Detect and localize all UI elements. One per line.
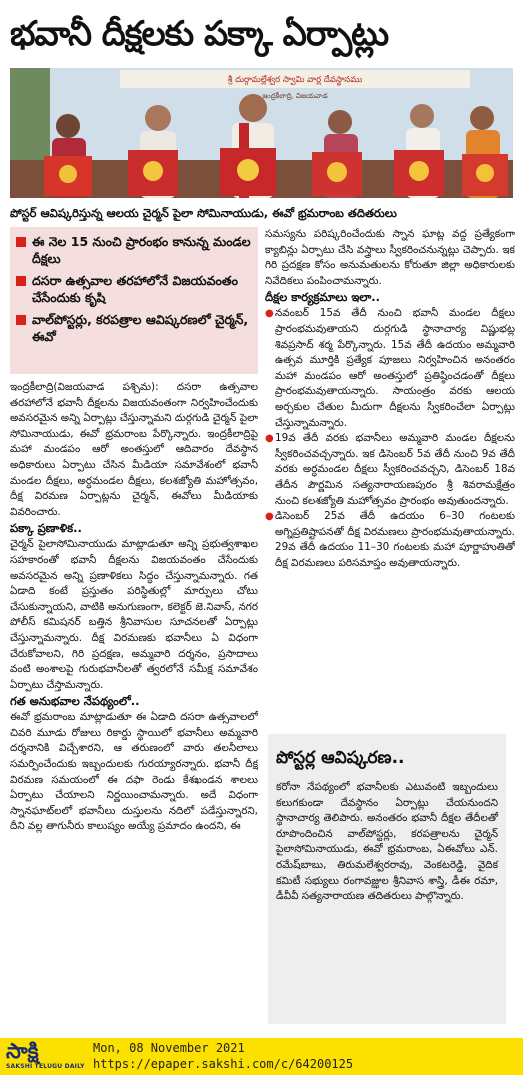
logo-text: సాక్షి xyxy=(6,1039,39,1063)
poster-2 xyxy=(128,150,178,196)
logo-subtext: SAKSHI TELUGU DAILY xyxy=(6,1063,85,1070)
subheading-plan: పక్కా ప్రణాళిక.. xyxy=(10,521,82,536)
edition-date: Mon, 08 November 2021 xyxy=(93,1041,245,1055)
bullet-dot-icon: ● xyxy=(265,433,274,445)
square-bullet-icon xyxy=(16,276,26,286)
banner-text: శ్రీ దుర్గామల్లేశ్వర స్వామి వార్ల దేవస్థానము xyxy=(227,75,363,85)
news-photo xyxy=(10,68,513,198)
footer-bar xyxy=(0,1038,523,1075)
schedule-item xyxy=(265,431,515,509)
right-column xyxy=(265,227,515,727)
box-body: కరోనా నేపథ్యంలో భవానీలకు ఎటువంటి ఇబ్బందులు కలుగకుండా దేవస్థానం ఏర్పాట్లు చేయనుందని స్థానాచార్య తెలిపారు. అనంతరం భవానీ దీక్షల తేదీలతో రూపొందించిన వాల్‌పోస్టర్లు, కరపత్రాలను చైర్మన్ పైలాసోమినాయుడు, ఈవో భ్రమరాంబ, ఏఈవోలు ఎన్. రమేష్‌బాబు, తిరుమలేశ్వరరావు, వెంకటరెడ్డి, వైదిక కమిటీ సభ్యులు రంగావజ్ఝుల శ్రీనివాస శాస్త్రి, డీఈ రమా, డీవీవీ సత్యనారాయణ తదితరులు పాల్గొన్నారు. xyxy=(276,781,498,903)
banner-subtext: ఇంద్రకీలాద్రి, విజయవాడ xyxy=(262,92,328,100)
highlights-box xyxy=(10,227,258,374)
bullet-dot-icon: ● xyxy=(265,308,274,320)
epaper-link[interactable]: https://epaper.sakshi.com/c/64200125 xyxy=(93,1057,354,1071)
square-bullet-icon xyxy=(16,237,26,247)
highlight-text: వాల్‌పోస్టర్లు, కరపత్రాల ఆవిష్కరణలో చైర్మన్, ఈవో xyxy=(32,312,249,344)
subheading-schedule: దీక్షల కార్యక్రమాలు ఇలా.. xyxy=(265,290,381,305)
left-column xyxy=(10,380,258,1036)
poster-3 xyxy=(220,148,276,196)
paragraph-experience: ఈవో భ్రమరాంబ మాట్లాడుతూ ఈ ఏడాది దసరా ఉత్సవాలలో చివరి మూడు రోజులు రికార్డు స్థాయిలో భవానీలు అమ్మవారి దర్శనానికి విచ్చేశారని, ఆ తరుణంలో వారు తలనీలాలు సమర్పించేందుకు ఇబ్బందులకు గురయ్యారన్నారు. భవానీ దీక్ష విరమణ సమయంలో ఈ దఫా రెండు కేశఖండన శాలలు ఏర్పాటు చేయాలని నిర్ణయించామన్నారు. అదే విధంగా స్నానఘాట్‌లలో భవానీలు దుస్తులను నదిలో పడేస్తున్నారని, దీని వల్ల తాగునీరు కాలుష్యం అయ్యే ప్రమాదం ఉందని, ఈ xyxy=(10,711,258,833)
square-bullet-icon xyxy=(16,315,26,325)
paragraph-plan: చైర్మన్ పైలాసోమినాయుడు మాట్లాడుతూ అన్ని ప్రభుత్వశాఖల సహకారంతో భవానీ దీక్షలను విజయవంతం చేసేందుకు అవసరమైన అన్ని ప్రణాళికలు సిద్ధం చేస్తున్నామన్నారు. గత ఏడాది కంటే ప్రస్తుతం పరిస్థితుల్లో మార్పులు చోటు చేసుకున్నాయని, వాటికి అనుగుణంగా, కలెక్టర్ జె.నివాస్, నగర పోలీస్ కమిషనర్ బత్తిన శ్రీనివాసుల సూచనలతో ఏర్పాట్లు చేస్తున్నామన్నారు. దీక్ష విరమణకు భవానీలు ఏ విధంగా చేరుకోవాలని, గిరి ప్రదక్షణ, అమ్మవారి దర్శనం, ప్రసాదాలు వంటి అంశాలపై గురుభవానీలతో త్వరలోనే సమీక్ష సమావేశం ఏర్పాటు చేస్తామన్నారు. xyxy=(10,538,258,691)
highlight-text: ఈ నెల 15 నుంచి ప్రారంభం కానున్న మండల దీక్షలు xyxy=(32,234,251,266)
poster-6 xyxy=(462,154,508,196)
poster-5 xyxy=(394,150,444,196)
schedule-text: 19వ తేదీ వరకు భవానీలు అమ్మవారి మండల దీక్షలను స్వీకరించవచ్చన్నారు. ఇక డిసెంబర్ 5వ తేదీ నుంచి 9వ తేదీ వరకు అర్ధమండల దీక్షలు స్వీకరించవచ్చని, డిసెంబర్ 18వ తేదీన పౌర్ణమిన సత్యనారాయణపురం శ్రీ శివరామక్షేత్రం నుంచి కలశజ్యోతి మహోత్సవం ప్రారంభం అవుతుందన్నారు. xyxy=(275,432,515,507)
bullet-dot-icon: ● xyxy=(265,511,274,523)
highlight-text: దసరా ఉత్సవాల తరహాలోనే విజయవంతం చేసేందుకు కృషి xyxy=(32,273,238,305)
poster-launch-box xyxy=(268,734,506,1024)
sakshi-logo xyxy=(6,1040,88,1073)
box-title: పోస్టర్ల ఆవిష్కరణ.. xyxy=(276,748,405,768)
schedule-item xyxy=(265,509,515,571)
highlight-item xyxy=(16,272,252,306)
subheading-experience: గత అనుభవాల నేపథ్యంలో.. xyxy=(10,694,140,709)
poster-1 xyxy=(44,156,92,196)
highlight-item xyxy=(16,233,252,267)
schedule-text: డిసెంబర్ 25వ తేదీ ఉదయం 6–30 గంటలకు అగ్నిప్రతిష్టాపనతో దీక్ష విరమణలు ప్రారంభమవుతాయన్నారు. 29వ తేదీ ఉదయం 11–30 గంటలకు మహా పూర్ణాహుతితో దీక్ష విరమణలు పరిసమాప్తం అవుతాయన్నారు. xyxy=(275,510,515,569)
paragraph-continued: సమస్యను పరిష్కరించేందుకు స్నాన ఘాట్ల వద్ద ప్రత్యేకంగా క్యాబిన్లు ఏర్పాటు చేసి వస్త్రాలు స్వీకరించనున్నట్లు చెప్పారు. ఇక గిరి ప్రదక్షణ కోసం అనుమతులను కోరుతూ జిల్లా అధికారులకు నివేదికలు పంపించామన్నారు. xyxy=(265,228,515,287)
highlight-item xyxy=(16,311,252,345)
intro-paragraph: ఇంద్రకీలాద్రి(విజయవాడ పశ్చిమ): దసరా ఉత్సవాల తరహాలోనే భవానీ దీక్షలను విజయవంతంగా నిర్వహించేందుకు అవసరమైన అన్ని ఏర్పాట్లు చేస్తున్నామని దుర్గగుడి చైర్మన్ పైలా సోమినాయుడు, ఈవో భ్రమరాంబ పేర్కొన్నారు. ఇంద్రకీలాద్రిపై మహా మండపం ఆరో అంతస్తులో ఆదివారం దేవస్థాన అధికారులు ఏర్పాటు చేసిన మీడియా సమావేశంలో భవానీ మండల దీక్షలు, అర్ధమండల దీక్షలు, కలశజ్యోతి మహోత్సవం, దీక్ష విరమణ ఏర్పాట్లను చైర్మన్, ఈవోలు మీడియాకు వివరించారు. xyxy=(10,381,258,518)
schedule-text: నవంబర్ 15వ తేదీ నుంచి భవానీ మండల దీక్షలు ప్రారంభమవుతాయని దుర్గగుడి స్థానాచార్య విష్ణుభట్ల శివప్రసాద్ శర్మ పేర్కొన్నారు. 15వ తేదీ ఉదయం అమ్మవారి ఉత్సవ మూర్తికి ప్రత్యేక పూజలు నిర్వహించిన అనంతరం మహా మండపం ఆరో అంతస్తులో ప్రతిష్ఠించడంతో దీక్షలు ప్రారంభమవుతాయన్నారు. సాయంత్రం వరకు ఆలయ అర్చకుల చేతుల మీదుగా దీక్షలను స్వీకరించేలా ఏర్పాట్లు చేస్తున్నామన్నారు. xyxy=(275,307,515,429)
poster-4 xyxy=(312,152,362,196)
photo-caption: పోస్టర్ ఆవిష్కరిస్తున్న ఆలయ చైర్మన్ పైలా సోమినాయుడు, ఈవో భ్రమరాంబ తదితరులు xyxy=(10,206,397,220)
schedule-item xyxy=(265,306,515,431)
photo-illustration xyxy=(10,68,513,198)
headline: భవానీ దీక్షలకు పక్కా ఏర్పాట్లు xyxy=(10,14,389,54)
